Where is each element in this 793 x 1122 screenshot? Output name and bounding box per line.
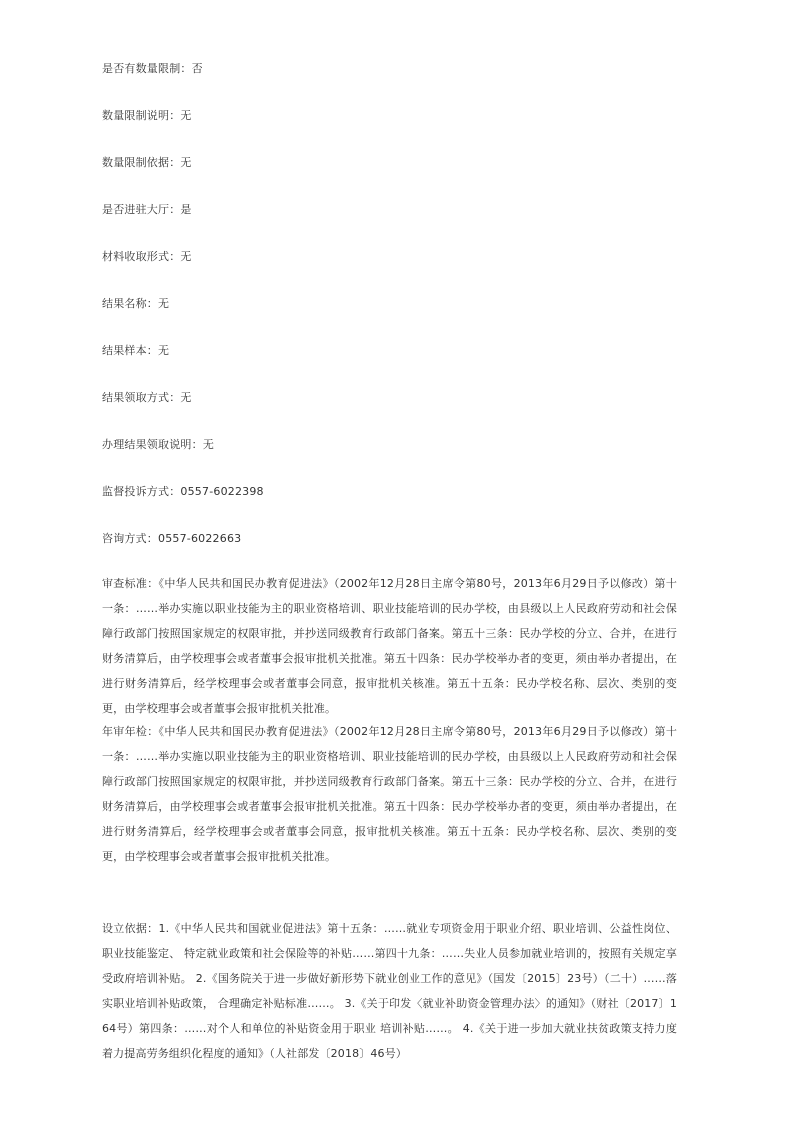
field-value: 无 [202, 438, 215, 451]
field-material-form [102, 250, 192, 264]
field-value: 无 [180, 250, 192, 263]
field-value: 无 [180, 156, 192, 169]
field-value: 无 [180, 391, 192, 404]
field-value: 0557-6022398 [180, 485, 264, 498]
document-page [102, 0, 677, 1122]
field-label: 数量限制说明： [102, 109, 181, 122]
field-value: 0557-6022663 [158, 532, 242, 545]
field-label: 结果领取方式： [102, 391, 181, 404]
paragraph-text: 1.《中华人民共和国就业促进法》第十五条：……就业专项资金用于职业介绍、职业培训、公益性岗位、职业技能鉴定、 特定就业政策和社会保险等的补贴……第四十九条：……失业人员参加就业培训的，按照有关规定享受政府培训补贴。 2.《国务院关于进一步做好新形势下就业创业工作的意见》（国发〔2015〕23号）（二十）……落实职业培训补贴政策， 合理确定补贴标准……。 3.《关于印发〈就业补助资金管理办法〉的通知》（财社〔2017〕164号）第四条：……对个人和单位的补贴资金用于职业 培训补贴……。 4.《关于进一步加大就业扶贫政策支持力度着力提高劳务组织化程度的通知》（人社部发〔2018〕46号） [102, 922, 677, 1060]
field-label: 结果样本： [102, 344, 158, 357]
field-label: 是否进驻大厅： [102, 203, 181, 216]
paragraph-label: 设立依据： [102, 922, 159, 935]
field-label: 数量限制依据： [102, 156, 181, 169]
field-in-service-hall [102, 203, 192, 217]
field-quantity-limit-note [102, 109, 192, 123]
paragraph-label: 年审年检： [102, 725, 159, 738]
field-label: 办理结果领取说明： [102, 438, 203, 451]
field-quantity-limit [102, 62, 203, 76]
field-label: 结果名称： [102, 297, 158, 310]
field-quantity-limit-basis [102, 156, 192, 170]
field-consultation-contact [102, 532, 241, 546]
paragraph-text: 《中华人民共和国民办教育促进法》（2002年12月28日主席令第80号，2013年6月29日予以修改）第十一条：……举办实施以职业技能为主的职业资格培训、职业技能培训的民办学校，由县级以上人民政府劳动和社会保障行政部门按照国家规定的权限审批，并抄送同级教育行政部门备案。第五十三条：民办学校的分立、合并，在进行财务清算后，由学校理事会或者董事会报审批机关批准。第五十四条：民办学校举办者的变更，须由举办者提出，在进行财务清算后，经学校理事会或者董事会同意，报审批机关核准。第五十五条：民办学校名称、层次、类别的变更，由学校理事会或者董事会报审批机关批准。 [102, 577, 677, 715]
paragraph-label: 审查标准： [102, 577, 159, 590]
field-result-pickup-method [102, 391, 192, 405]
field-label: 监督投诉方式： [102, 485, 181, 498]
paragraph-review-standard [102, 571, 677, 721]
paragraph-legal-basis [102, 916, 677, 1066]
field-label: 咨询方式： [102, 532, 158, 545]
field-label: 是否有数量限制： [102, 62, 192, 75]
field-result-pickup-note [102, 438, 214, 452]
field-value: 无 [158, 297, 170, 310]
field-value: 无 [158, 344, 170, 357]
field-result-name [102, 297, 169, 311]
field-complaint-contact [102, 485, 264, 499]
field-value: 是 [180, 203, 192, 216]
field-result-sample [102, 344, 169, 358]
field-label: 材料收取形式： [102, 250, 181, 263]
field-value: 否 [191, 62, 203, 75]
paragraph-text: 《中华人民共和国民办教育促进法》（2002年12月28日主席令第80号，2013年6月29日予以修改）第十一条：……举办实施以职业技能为主的职业资格培训、职业技能培训的民办学校，由县级以上人民政府劳动和社会保障行政部门按照国家规定的权限审批，并抄送同级教育行政部门备案。第五十三条：民办学校的分立、合并，在进行财务清算后，由学校理事会或者董事会报审批机关批准。第五十四条：民办学校举办者的变更，须由举办者提出，在进行财务清算后，经学校理事会或者董事会同意，报审批机关核准。第五十五条：民办学校名称、层次、类别的变更，由学校理事会或者董事会报审批机关批准。 [102, 725, 677, 863]
field-value: 无 [180, 109, 192, 122]
paragraph-annual-review [102, 719, 677, 869]
